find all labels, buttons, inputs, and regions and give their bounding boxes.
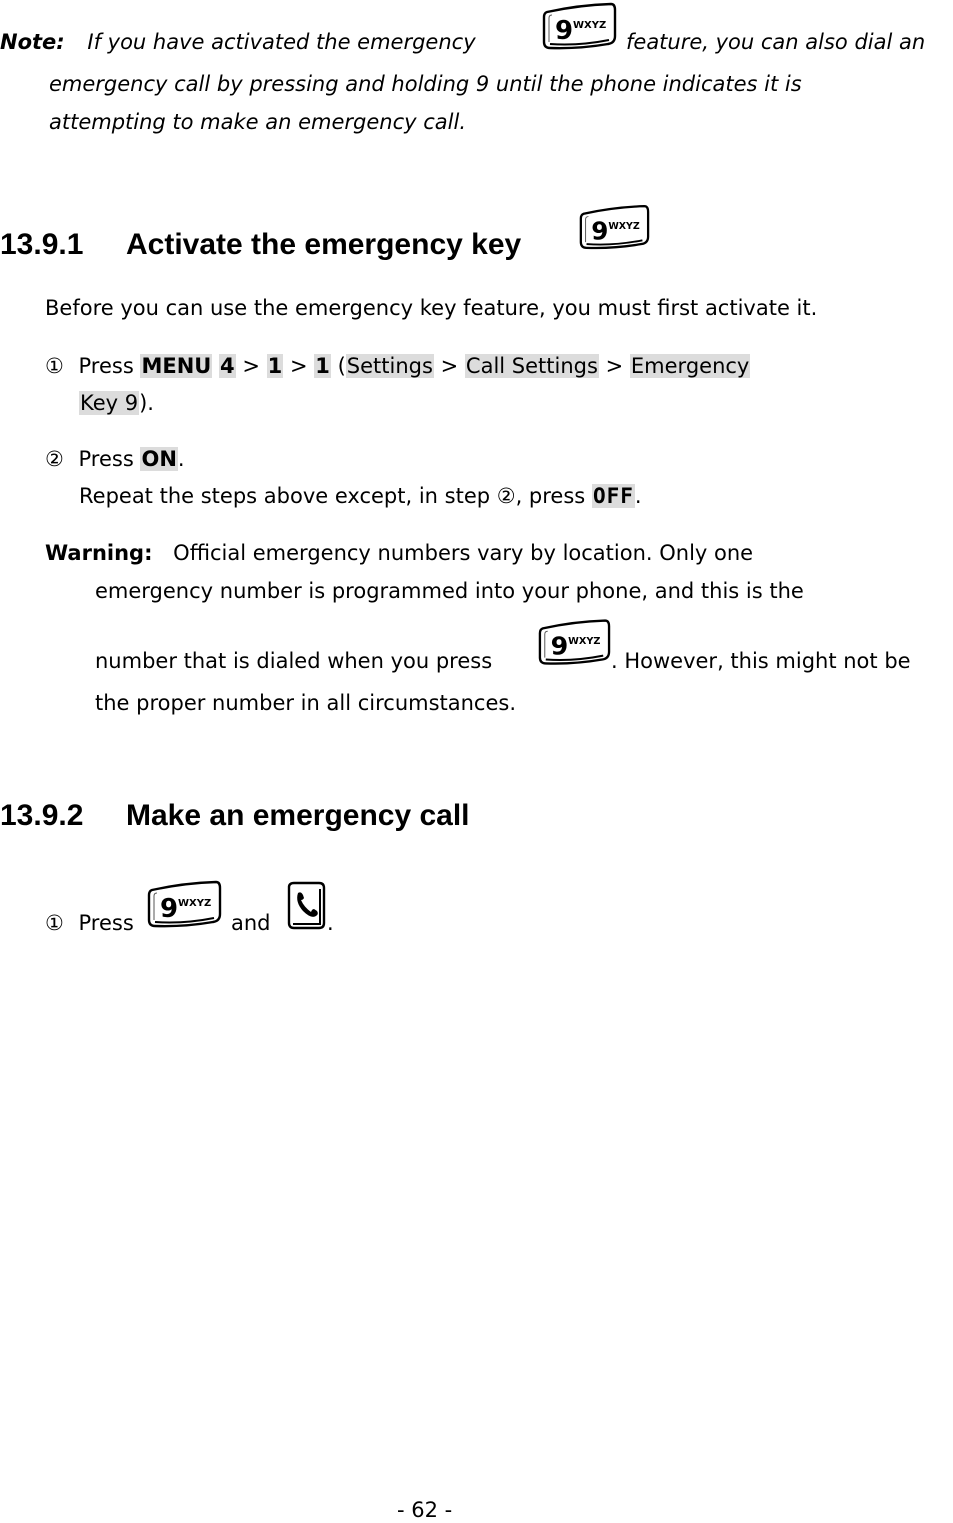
nine-key-digit: 9 xyxy=(550,631,569,661)
note-text-line-3: attempting to make an emergency call. xyxy=(49,110,467,134)
section-2-title: Make an emergency call xyxy=(126,799,470,832)
warning-text-2: emergency number is programmed into your phone, and this is the xyxy=(95,579,804,603)
nine-key-letters: WXYZ xyxy=(573,20,607,31)
note-text-line-2: emergency call by pressing and holding 9 until the phone indicates it is xyxy=(49,72,802,96)
step-1-marker: ① xyxy=(45,354,64,378)
key-1-label: 1 xyxy=(315,354,330,378)
note-text-a: If you have activated the emergency xyxy=(87,30,476,54)
menu-key-9: Key 9 xyxy=(80,391,139,415)
menu-call-settings: Call Settings xyxy=(465,354,598,378)
step-2-press: Press xyxy=(78,447,134,471)
note-line-1 xyxy=(0,29,476,55)
separator: > xyxy=(289,354,308,378)
section-1-title: Activate the emergency key xyxy=(126,228,522,261)
menu-settings: Settings xyxy=(346,354,433,378)
section-2-number: 13.9.2 xyxy=(0,799,84,832)
nine-key-digit: 9 xyxy=(160,894,179,924)
separator: > xyxy=(440,354,459,378)
separator: > xyxy=(605,354,624,378)
step-2-line-2 xyxy=(79,483,642,509)
period: . xyxy=(327,911,334,935)
period: . xyxy=(634,484,642,508)
note-label: Note: xyxy=(0,30,65,54)
note-text-b: feature, you can also dial an xyxy=(626,30,926,54)
nine-key-icon xyxy=(578,204,650,250)
on-key-label: ON xyxy=(141,447,177,471)
menu-emergency: Emergency xyxy=(630,354,750,378)
step-2-marker: ② xyxy=(45,447,64,471)
paren-open: ( xyxy=(337,354,346,378)
step-1-line-2 xyxy=(79,390,154,416)
and-text: and xyxy=(231,911,271,935)
key-4-label: 4 xyxy=(220,354,235,378)
nine-key-digit: 9 xyxy=(555,16,574,46)
nine-key-letters: WXYZ xyxy=(178,898,212,909)
step-2-line-1 xyxy=(45,446,185,472)
nine-key-icon xyxy=(146,880,222,928)
nine-key-icon xyxy=(537,618,611,666)
section-1-number: 13.9.1 xyxy=(0,228,84,261)
nine-key-letters: WXYZ xyxy=(568,635,601,647)
paren-close: ). xyxy=(139,391,154,415)
nine-key-icon xyxy=(541,2,617,50)
off-key-label: OFF xyxy=(592,484,634,508)
step-1-line-1 xyxy=(45,353,750,379)
section-2-step-1-a xyxy=(45,910,134,936)
warning-text-1: Official emergency numbers vary by location. Only one xyxy=(173,541,754,565)
page-number: - 62 - xyxy=(397,1498,453,1522)
warning-line-1 xyxy=(45,540,753,566)
nine-key-digit: 9 xyxy=(591,216,609,246)
step-1-press: Press xyxy=(78,911,134,935)
repeat-text: Repeat the steps above except, in step ②, press xyxy=(79,484,586,508)
warning-label: Warning: xyxy=(45,541,153,565)
key-1-label: 1 xyxy=(267,354,283,378)
step-1-press: Press xyxy=(78,354,134,378)
warning-text-3a: number that is dialed when you press xyxy=(95,649,493,673)
step-1-marker: ① xyxy=(45,911,64,935)
section-1-intro: Before you can use the emergency key feature, you must first activate it. xyxy=(45,296,818,320)
menu-key-label: MENU xyxy=(141,354,212,378)
separator: > xyxy=(242,354,260,378)
period: . xyxy=(177,447,185,471)
send-call-key-icon xyxy=(285,881,327,931)
warning-text-4: the proper number in all circumstances. xyxy=(95,691,517,715)
warning-text-3b: . However, this might not be xyxy=(611,649,911,673)
nine-key-letters: WXYZ xyxy=(608,220,640,232)
